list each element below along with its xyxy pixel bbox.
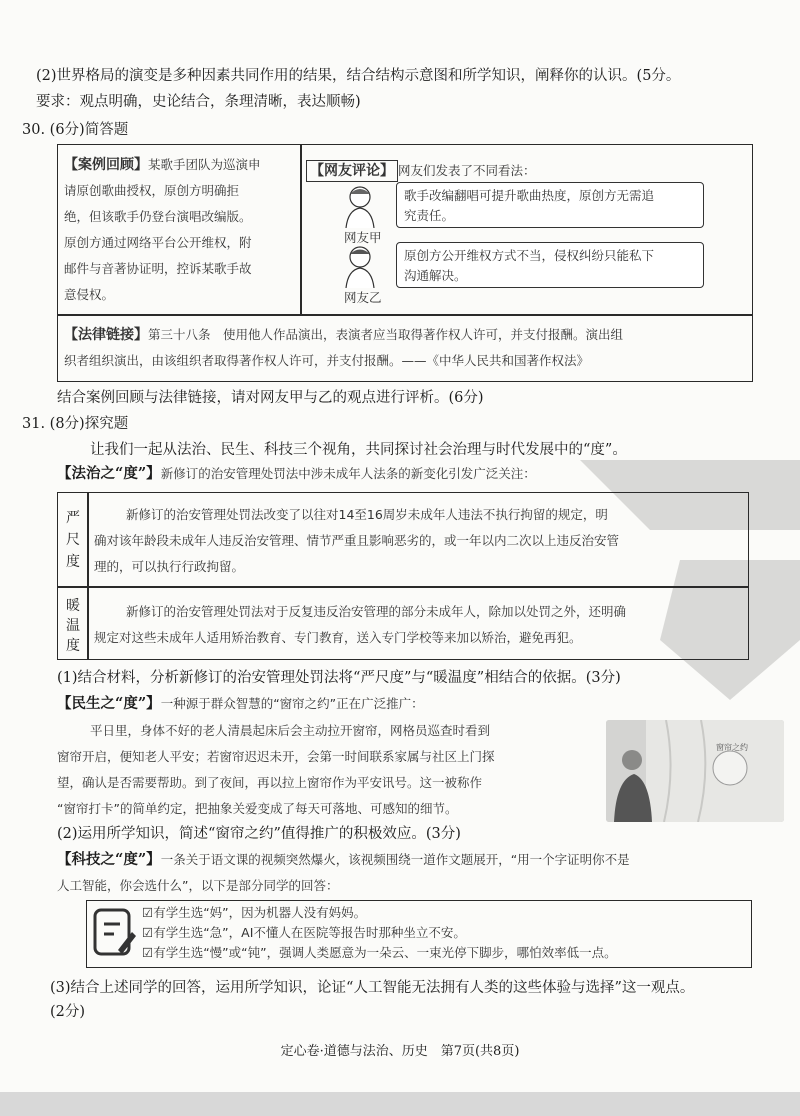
case-review-title: 【案例回顾】 — [64, 157, 148, 173]
warm-line-0: 新修订的治安管理处罚法对于反复违反治安管理的部分未成年人，除加以处罚之外，还明确 — [126, 604, 627, 619]
law-link-text-0: 第三十八条 使用他人作品演出，表演者应当取得著作权人许可，并支付报酬。演出组 — [148, 327, 624, 342]
warm-label-2: 度 — [66, 638, 80, 654]
law-table-col-divider — [87, 492, 89, 660]
comment-header — [306, 160, 536, 182]
warm-line-1: 规定对这些未成年人适用矫治教育、专门教育，送入专门学校等来加以矫治，避免再犯。 — [94, 630, 582, 645]
strict-label-2: 度 — [66, 554, 80, 570]
q31-question-3-line1: (3)结合上述同学的回答，运用所学知识，论证“人工智能无法拥有人类的这些体验与选择”这一观点。 — [50, 980, 695, 996]
q29-part2-line1: (2)世界格局的演变是多种因素共同作用的结果，结合结构示意图和所学知识，阐释你的认识。(5分。 — [36, 68, 681, 84]
page-footer: 定心卷·道德与法治、历史 第7页(共8页) — [280, 1044, 520, 1059]
curtain-pact-photo — [606, 720, 784, 822]
q30-header: 30. (6分)简答题 — [22, 122, 129, 138]
netizen-b-avatar-icon — [340, 244, 380, 288]
tech-degree-intro-2: 人工智能，你会选什么”，以下是部分同学的回答： — [57, 878, 339, 893]
case-review-line-1: 请原创歌曲授权，原创方明确拒 — [64, 183, 240, 198]
strict-label — [62, 507, 84, 573]
strict-line-0: 新修订的治安管理处罚法改变了以往对14至16周岁未成年人违法不执行拘留的规定，明 — [126, 507, 608, 522]
law-link-line-0 — [64, 325, 623, 345]
tech-degree-heading — [57, 850, 630, 870]
photo-caption: 窗帘之约 — [716, 743, 748, 752]
tech-degree-intro-1: 一条关于语文课的视频突然爆火，该视频围绕一道作文题展开，“用一个字证明你不是 — [160, 852, 630, 867]
law-degree-heading — [57, 464, 536, 484]
q31-question-2: (2)运用所学知识，简述“窗帘之约”值得推广的积极效应。(3分) — [57, 826, 461, 842]
law-table-row-divider — [57, 586, 749, 588]
netizen-a-text-0: 歌手改编翻唱可提升歌曲热度，原创方无需追 — [404, 188, 655, 203]
answer-2: ☑有学生选“慢”或“钝”，强调人类愿意为一朵云、一束光停下脚步，哪怕效率低一点。 — [142, 945, 617, 960]
law-link-title: 【法律链接】 — [64, 327, 148, 343]
case-review-text-0: 某歌手团队为巡演申 — [148, 157, 261, 172]
q31-header: 31. (8分)探究题 — [22, 416, 129, 432]
q30-question: 结合案例回顾与法律链接，请对网友甲与乙的观点进行评析。(6分) — [57, 390, 484, 406]
strict-line-1: 确对该年龄段未成年人违反治安管理、情节严重且影响恶劣的，或一年以内二次以上违反治安管 — [94, 533, 620, 548]
strict-label-0: 严 — [66, 510, 80, 526]
netizen-b-label: 网友乙 — [344, 290, 382, 305]
comment-title: 【网友评论】 — [306, 160, 398, 182]
q30-divider-horizontal — [57, 314, 753, 316]
law-degree-intro: 新修订的治安管理处罚法中涉未成年人法条的新变化引发广泛关注： — [160, 466, 536, 481]
law-degree-title: 【法治之“度”】 — [57, 465, 161, 482]
warm-label-0: 暖 — [66, 598, 80, 614]
netizen-a-text-1: 究责任。 — [404, 208, 455, 223]
life-line-0: 平日里，身体不好的老人清晨起床后会主动拉开窗帘，网格员巡查时看到 — [90, 723, 491, 738]
netizen-a-avatar-icon — [340, 184, 380, 228]
life-degree-heading — [57, 694, 424, 714]
case-review-line-5: 意侵权。 — [64, 287, 115, 302]
case-review-line-4: 邮件与音著协证明，控诉某歌手故 — [64, 261, 252, 276]
netizen-b-text-0: 原创方公开维权方式不当，侵权纠纷只能私下 — [404, 248, 655, 263]
strict-line-2: 理的，可以执行行政拘留。 — [94, 559, 245, 574]
q30-divider-vertical — [300, 144, 302, 314]
case-review-line-0 — [64, 155, 261, 175]
life-line-2: 望，确认是否需要帮助。到了夜间，再以拉上窗帘作为平安讯号。这一被称作 — [57, 775, 483, 790]
netizen-a-label: 网友甲 — [344, 230, 382, 245]
warm-label-1: 温 — [66, 618, 80, 634]
netizen-b-text-1: 沟通解决。 — [404, 268, 467, 283]
scan-edge — [0, 1092, 800, 1116]
life-degree-intro: 一种源于群众智慧的“窗帘之约”正在广泛推广： — [160, 696, 424, 711]
life-line-1: 窗帘开启，便知老人平安；若窗帘迟迟未开，会第一时间联系家属与社区上门探 — [57, 749, 495, 764]
q31-question-1: (1)结合材料，分析新修订的治安管理处罚法将“严尺度”与“暖温度”相结合的依据。(3分) — [57, 670, 621, 686]
strict-label-1: 尺 — [66, 532, 80, 548]
life-degree-title: 【民生之“度”】 — [57, 695, 161, 712]
tech-degree-title: 【科技之“度”】 — [57, 851, 161, 868]
life-line-3: “窗帘打卡”的简单约定，把抽象关爱变成了每天可落地、可感知的细节。 — [57, 801, 458, 816]
answer-1: ☑有学生选“急”，AI不懂人在医院等报告时那种坐立不安。 — [142, 925, 466, 940]
curtain-photo-illustration — [606, 720, 784, 822]
comment-intro: 网友们发表了不同看法： — [398, 163, 536, 178]
case-review-line-2: 绝，但该歌手仍登台演唱改编版。 — [64, 209, 252, 224]
warm-label — [62, 596, 84, 656]
law-link-line-1: 织者组织演出，由该组织者取得著作权人许可，并支付报酬。——《中华人民共和国著作权法》 — [64, 353, 590, 368]
q29-part2-line2: 要求：观点明确，史论结合，条理清晰，表达顺畅) — [36, 94, 361, 110]
case-review-line-3: 原创方通过网络平台公开维权，附 — [64, 235, 252, 250]
answer-0: ☑有学生选“妈”，因为机器人没有妈妈。 — [142, 905, 367, 920]
q31-question-3-line2: (2分) — [50, 1004, 86, 1020]
notepad-pencil-icon — [92, 906, 138, 960]
q31-intro: 让我们一起从法治、民生、科技三个视角，共同探讨社会治理与时代发展中的“度”。 — [90, 442, 627, 458]
